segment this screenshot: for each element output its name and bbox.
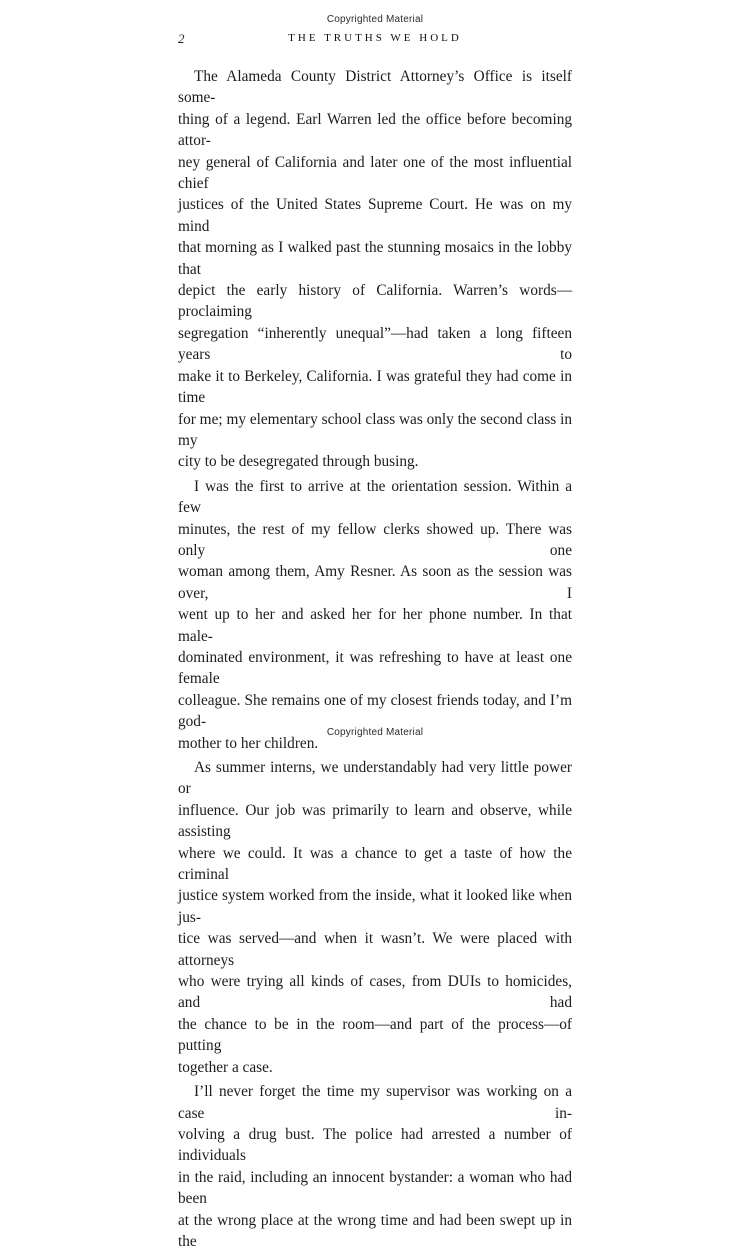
text-line: that morning as I walked past the stunning mosaics in the lobby that [178,239,572,278]
text-line: woman among them, Amy Resner. As soon as the session was over, I [178,563,572,602]
body-text [178,66,572,1252]
text-line: justice system worked from the inside, what it looked like when jus- [178,887,572,926]
text-line: for me; my elementary school class was only the second class in my [178,410,572,449]
text-line: went up to her and asked her for her phone number. In that male- [178,606,572,645]
text-line: minutes, the rest of my fellow clerks showed up. There was only one [178,520,572,559]
text-line: The Alameda County District Attorney’s Office is itself some- [178,68,572,107]
text-line: who were trying all kinds of cases, from DUIs to homicides, and had [178,973,572,1012]
running-header [178,31,572,47]
copyright-notice-bottom: Copyrighted Material [326,727,424,738]
text-line: where we could. It was a chance to get a taste of how the criminal [178,844,572,884]
text-line: the chance to be in the room—and part of the process—of putting [178,1015,572,1055]
text-line: I was the first to arrive at the orientation session. Within a few [178,477,572,517]
text-line: thing of a legend. Earl Warren led the office before becoming attor- [178,110,572,150]
text-line: justices of the United States Supreme Court. He was on my mind [178,196,572,235]
text-line: mother to her children. [178,734,319,752]
text-line: at the wrong place at the wrong time and had been swept up in the [178,1211,572,1250]
running-title: THE TRUTHS WE HOLD [288,32,462,44]
text-line: volving a drug bust. The police had arrested a number of individuals [178,1125,572,1165]
text-line: dominated environment, it was refreshing to have at least one female [178,648,572,688]
text-line: in the raid, including an innocent bystander: a woman who had been [178,1168,572,1208]
text-line: ney general of California and later one of the most influential chief [178,153,572,193]
text-line: depict the early history of California. Warren’s words—proclaiming [178,282,572,321]
paragraph [178,66,572,473]
paragraph [178,476,572,754]
text-line: As summer interns, we understandably had very little power or [178,759,572,798]
text-line: together a case. [178,1058,273,1076]
paragraph [178,1081,572,1252]
text-line: city to be desegregated through busing. [178,453,419,471]
text-line: segregation “inherently unequal”—had taken a long fifteen years to [178,324,572,364]
text-line: colleague. She remains one of my closest friends today, and I’m god- [178,691,572,731]
paragraph [178,757,572,1078]
copyright-notice-top: Copyrighted Material [326,14,424,25]
page-number: 2 [178,31,185,46]
text-line: tice was served—and when it wasn’t. We were placed with attorneys [178,930,572,969]
text-line: influence. Our job was primarily to learn and observe, while assisting [178,801,572,841]
text-line: I’ll never forget the time my supervisor was working on a case in- [178,1083,572,1122]
text-line: make it to Berkeley, California. I was grateful they had come in time [178,367,572,407]
